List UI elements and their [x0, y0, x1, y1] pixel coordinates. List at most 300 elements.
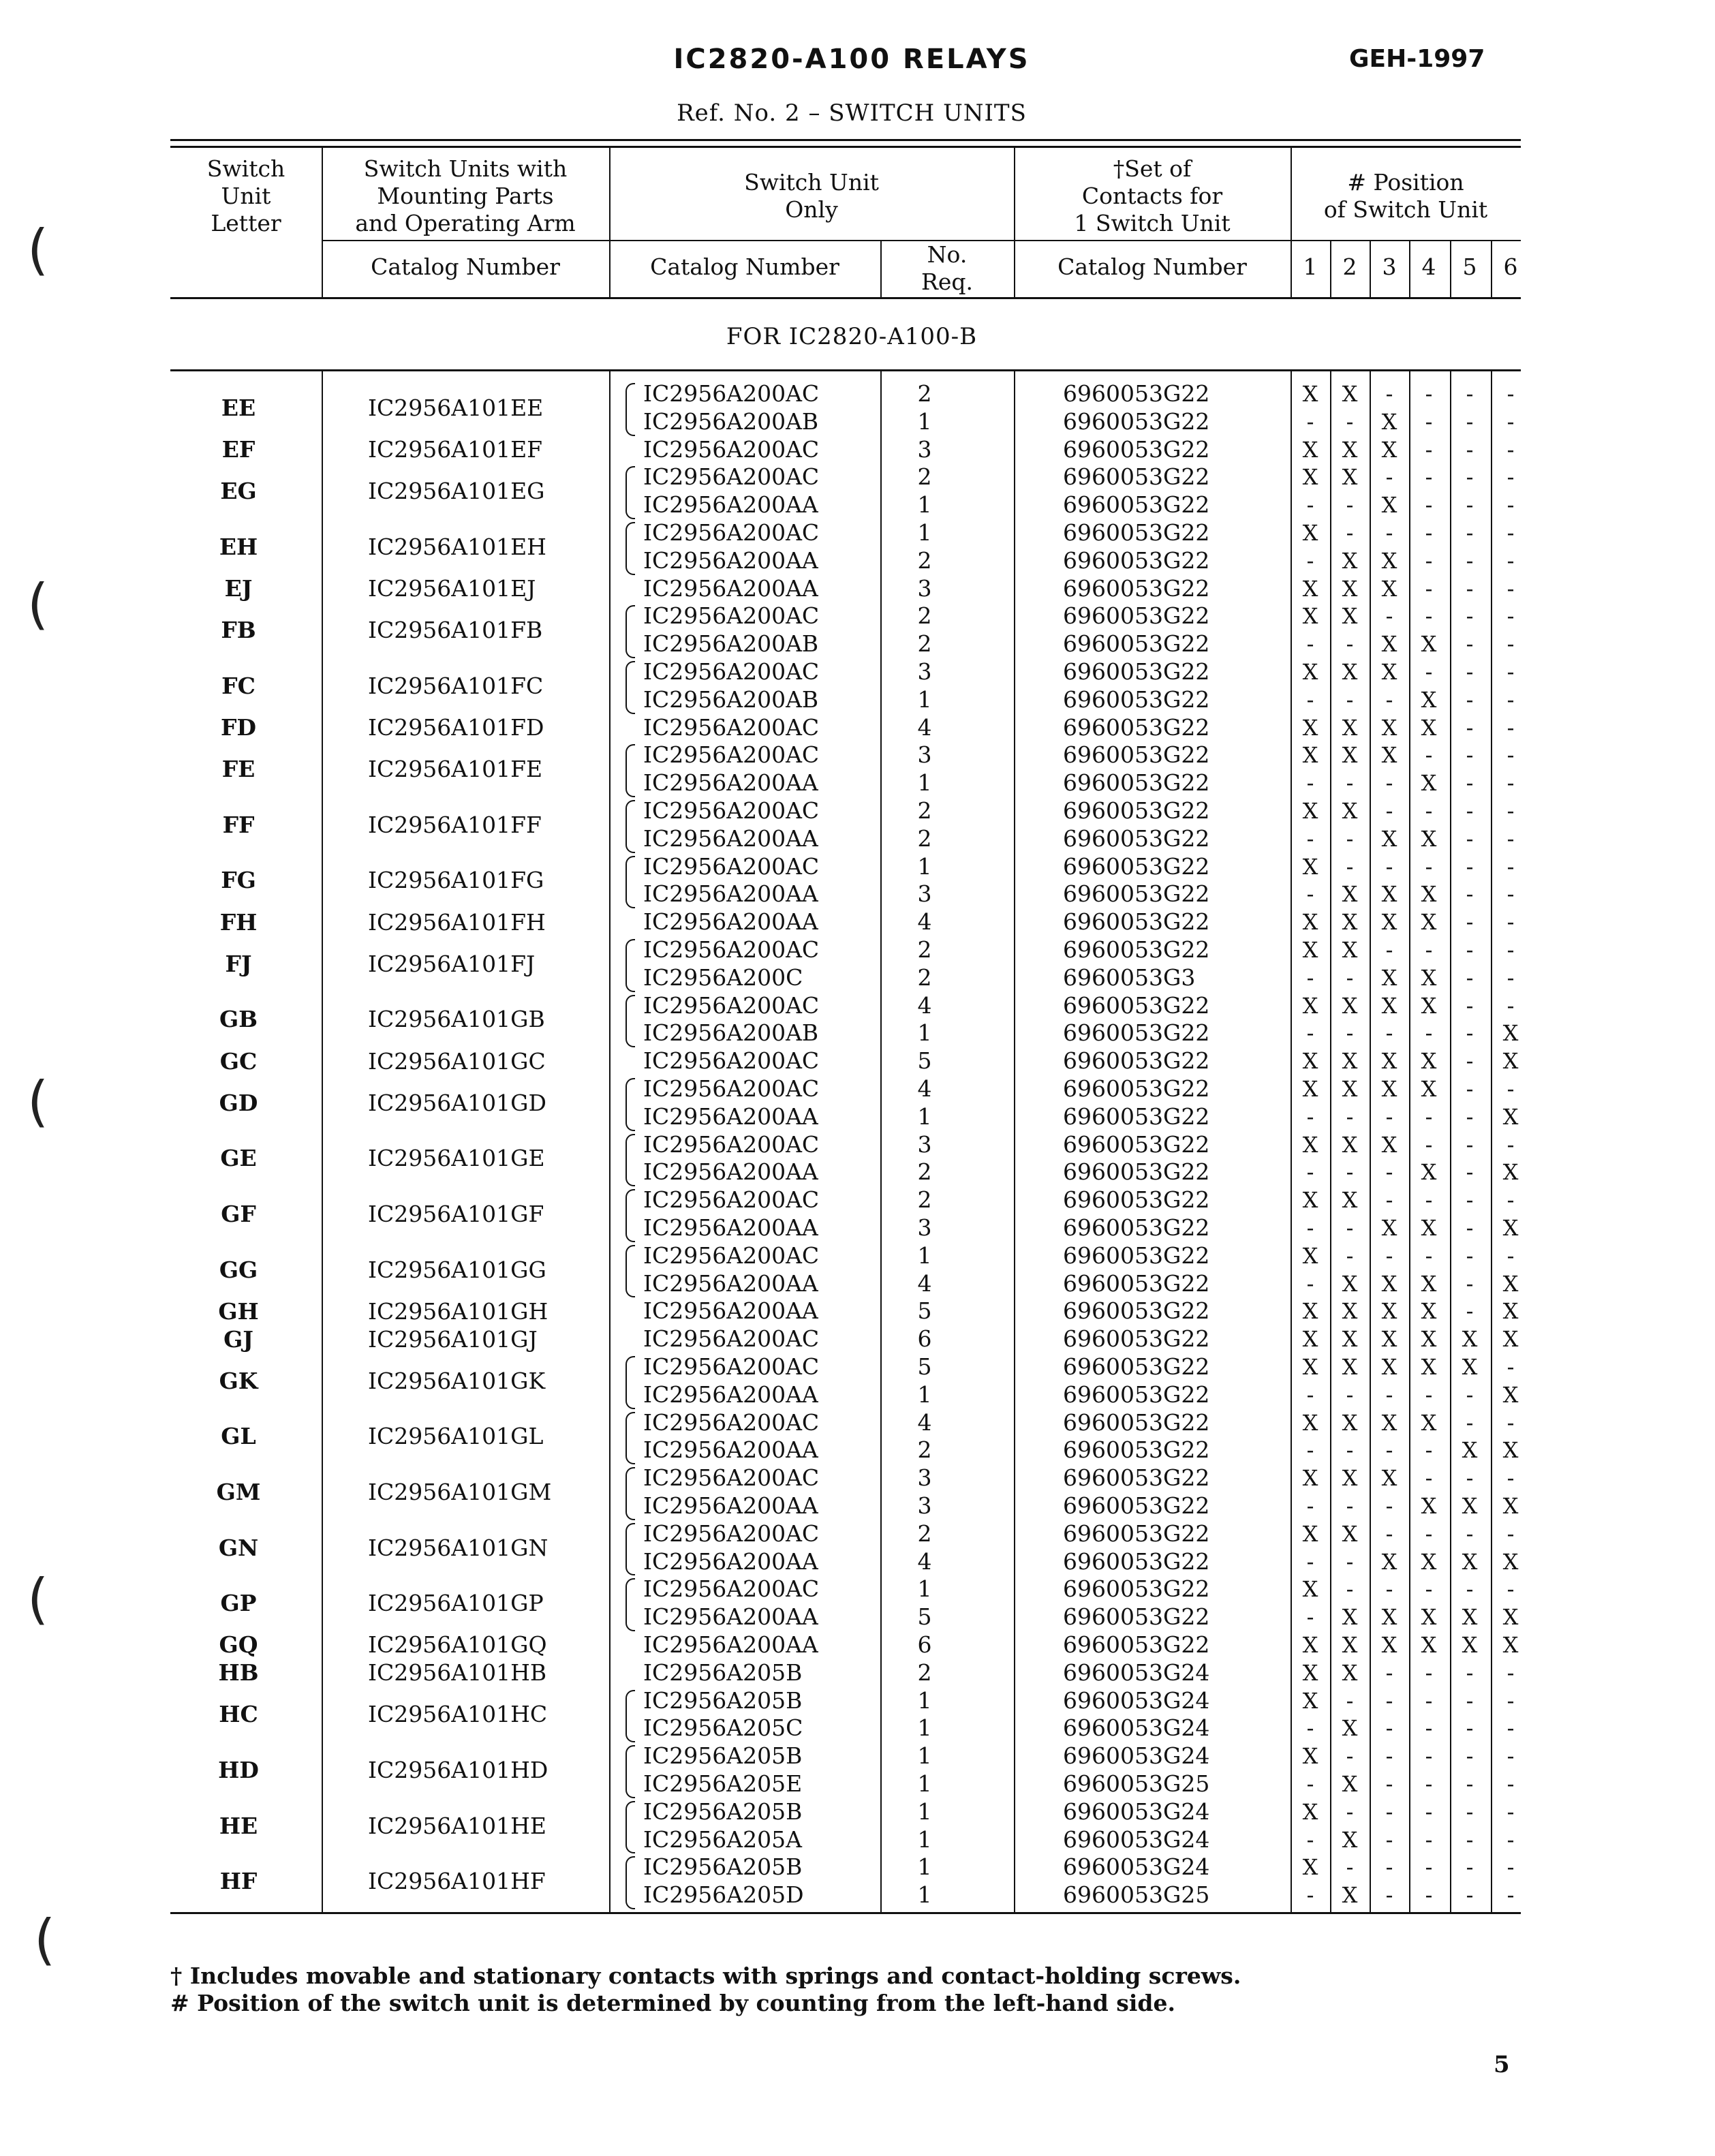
switch-catalog-number: IC2956A200AC: [643, 519, 820, 546]
position-mark: -: [1466, 520, 1474, 546]
switch-catalog-number: IC2956A200AC: [643, 936, 820, 963]
position-mark: X: [1381, 1604, 1397, 1631]
position-mark: -: [1306, 1493, 1314, 1519]
contacts-catalog-number: 6960053G22: [1063, 713, 1210, 741]
position-mark: X: [1342, 1326, 1358, 1353]
quantity-required: 2: [917, 1659, 932, 1686]
contacts-catalog-number: 6960053G24: [1063, 1826, 1210, 1853]
contacts-catalog-number: 6960053G22: [1063, 1492, 1210, 1519]
contacts-catalog-number: 6960053G22: [1063, 519, 1210, 546]
group-brace: [625, 383, 635, 436]
position-mark: X: [1502, 1493, 1519, 1519]
position-mark: -: [1425, 381, 1433, 407]
position-mark: -: [1425, 1187, 1433, 1214]
quantity-required: 5: [917, 1603, 932, 1631]
position-mark: X: [1421, 714, 1437, 741]
contacts-catalog-number: 6960053G22: [1063, 741, 1210, 769]
unit-catalog-number: IC2956A101GM: [368, 1479, 552, 1505]
switch-catalog-number: IC2956A200AC: [643, 1242, 820, 1269]
position-mark: X: [1421, 686, 1437, 713]
position-mark: X: [1502, 1604, 1519, 1631]
position-mark: X: [1302, 798, 1318, 824]
switch-unit-letter: EJ: [224, 575, 253, 602]
position-mark: -: [1425, 1854, 1433, 1881]
position-mark: -: [1466, 1854, 1474, 1881]
position-mark: X: [1421, 770, 1437, 797]
unit-catalog-number: IC2956A101HB: [368, 1659, 547, 1687]
group-brace: [625, 1245, 635, 1298]
position-mark: -: [1306, 825, 1314, 852]
col-header-position: # Position of Switch Unit: [1323, 169, 1488, 223]
group-brace: [625, 661, 635, 714]
position-mark: -: [1425, 464, 1433, 491]
position-mark: -: [1466, 714, 1474, 741]
position-mark: X: [1502, 1548, 1519, 1575]
position-mark: X: [1462, 1437, 1478, 1464]
footnote-contacts: † Includes movable and stationary contacts with springs and contact-holding screws.: [170, 1962, 1241, 1989]
group-brace: [625, 1801, 635, 1854]
switch-unit-letter: HD: [218, 1757, 259, 1783]
contacts-catalog-number: 6960053G22: [1063, 908, 1210, 936]
position-mark: X: [1302, 1659, 1318, 1686]
switch-catalog-number: IC2956A200AA: [643, 1492, 818, 1519]
table-top-rule: [170, 139, 1521, 141]
unit-catalog-number: IC2956A101GG: [368, 1256, 546, 1283]
position-mark: X: [1381, 436, 1397, 463]
position-mark: -: [1425, 1437, 1433, 1464]
switch-catalog-number: IC2956A200AA: [643, 1631, 818, 1658]
unit-catalog-number: IC2956A101GJ: [368, 1325, 538, 1353]
quantity-required: 1: [917, 1575, 932, 1603]
position-mark: -: [1385, 1381, 1393, 1408]
position-mark: -: [1466, 1076, 1474, 1102]
position-mark: -: [1425, 408, 1433, 435]
unit-catalog-number: IC2956A101EG: [368, 478, 545, 505]
position-mark: -: [1507, 853, 1515, 880]
position-mark: -: [1306, 881, 1314, 908]
binder-hole-mark: (: [27, 572, 49, 636]
switch-unit-letter: FE: [221, 756, 256, 783]
position-mark: -: [1507, 520, 1515, 546]
position-mark: X: [1342, 659, 1358, 685]
position-mark: X: [1421, 1048, 1437, 1075]
table-bottom-rule: [170, 1912, 1521, 1914]
position-mark: -: [1466, 575, 1474, 602]
position-mark: -: [1466, 1159, 1474, 1186]
group-brace: [625, 744, 635, 797]
position-mark: -: [1466, 686, 1474, 713]
position-mark: X: [1302, 381, 1318, 407]
quantity-required: 3: [917, 880, 932, 908]
unit-catalog-number: IC2956A101HC: [368, 1701, 548, 1728]
unit-catalog-number: IC2956A101GC: [368, 1047, 546, 1075]
position-mark: -: [1306, 1715, 1314, 1742]
quantity-required: 5: [917, 1047, 932, 1075]
switch-catalog-number: IC2956A200AC: [643, 1325, 820, 1353]
position-mark: -: [1507, 1465, 1515, 1492]
switch-catalog-number: IC2956A205E: [643, 1770, 803, 1797]
position-mark: X: [1342, 937, 1358, 963]
contacts-catalog-number: 6960053G22: [1063, 1075, 1210, 1102]
switch-catalog-number: IC2956A200AC: [643, 435, 820, 463]
position-mark: -: [1346, 1103, 1354, 1130]
position-mark: -: [1385, 1659, 1393, 1686]
switch-unit-letter: FF: [222, 811, 255, 838]
switch-catalog-number: IC2956A200AC: [643, 463, 820, 491]
unit-catalog-number: IC2956A101GH: [368, 1297, 549, 1325]
position-mark: -: [1507, 881, 1515, 908]
position-mark: -: [1466, 381, 1474, 407]
position-mark: -: [1507, 1520, 1515, 1547]
unit-catalog-number: IC2956A101EE: [368, 394, 544, 421]
position-mark: -: [1425, 1882, 1433, 1909]
position-mark: -: [1425, 436, 1433, 463]
contacts-catalog-number: 6960053G22: [1063, 1269, 1210, 1297]
contacts-catalog-number: 6960053G24: [1063, 1687, 1210, 1714]
contacts-catalog-number: 6960053G24: [1063, 1742, 1210, 1770]
contacts-catalog-number: 6960053G24: [1063, 1853, 1210, 1881]
position-mark: X: [1502, 1048, 1519, 1075]
position-mark: -: [1507, 575, 1515, 602]
quantity-required: 3: [917, 658, 932, 685]
position-mark: -: [1507, 686, 1515, 713]
position-mark: -: [1507, 659, 1515, 685]
position-mark: X: [1302, 1743, 1318, 1770]
position-mark: -: [1466, 1048, 1474, 1075]
position-mark: X: [1421, 964, 1437, 991]
position-mark: -: [1425, 1771, 1433, 1797]
position-mark: -: [1385, 1520, 1393, 1547]
position-header: 2: [1342, 253, 1357, 280]
switch-catalog-number: IC2956A200AA: [643, 1158, 818, 1186]
switch-unit-letter: FC: [221, 672, 256, 699]
quantity-required: 3: [917, 574, 932, 602]
position-mark: -: [1466, 1798, 1474, 1825]
position-mark: -: [1507, 1854, 1515, 1881]
position-mark: -: [1306, 1437, 1314, 1464]
position-mark: -: [1466, 659, 1474, 685]
contacts-catalog-number: 6960053G22: [1063, 574, 1210, 602]
position-mark: -: [1346, 1743, 1354, 1770]
section-bottom-rule: [170, 369, 1521, 371]
switch-catalog-number: IC2956A200AC: [643, 1520, 820, 1547]
position-mark: -: [1507, 464, 1515, 491]
position-mark: X: [1381, 1632, 1397, 1658]
position-mark: -: [1306, 1215, 1314, 1241]
contacts-catalog-number: 6960053G22: [1063, 1464, 1210, 1492]
position-mark: X: [1421, 992, 1437, 1019]
position-mark: X: [1342, 742, 1358, 769]
group-brace: [625, 1690, 635, 1743]
position-mark: X: [1381, 825, 1397, 852]
switch-catalog-number: IC2956A200AB: [643, 630, 819, 658]
switch-unit-letter: FB: [221, 617, 256, 644]
position-mark: -: [1507, 492, 1515, 519]
contacts-catalog-number: 6960053G22: [1063, 1408, 1210, 1436]
quantity-required: 2: [917, 463, 932, 491]
switch-catalog-number: IC2956A200AA: [643, 1436, 818, 1464]
contacts-catalog-number: 6960053G22: [1063, 1381, 1210, 1408]
position-mark: X: [1302, 1798, 1318, 1825]
position-mark: -: [1466, 770, 1474, 797]
group-brace: [625, 1467, 635, 1520]
position-mark: -: [1306, 1882, 1314, 1909]
binder-hole-mark: (: [27, 1567, 49, 1631]
switch-catalog-number: IC2956A200AA: [643, 1103, 818, 1130]
group-brace: [625, 939, 635, 992]
position-mark: -: [1425, 1687, 1433, 1714]
group-brace: [625, 1189, 635, 1242]
col-header-contacts: †Set of Contacts for 1 Switch Unit: [1074, 155, 1231, 236]
position-mark: X: [1342, 1048, 1358, 1075]
unit-catalog-number: IC2956A101FB: [368, 617, 543, 644]
position-mark: X: [1421, 1604, 1437, 1631]
contacts-catalog-number: 6960053G22: [1063, 1353, 1210, 1380]
switch-unit-letter: HF: [219, 1868, 258, 1895]
position-mark: X: [1302, 1465, 1318, 1492]
col-header-switch-only: Switch Unit Only: [744, 169, 879, 223]
position-mark: X: [1502, 1103, 1519, 1130]
quantity-required: 1: [917, 1103, 932, 1130]
position-mark: X: [1381, 1076, 1397, 1102]
position-mark: -: [1385, 1743, 1393, 1770]
position-mark: -: [1466, 1409, 1474, 1436]
position-mark: X: [1421, 1159, 1437, 1186]
position-mark: -: [1346, 1687, 1354, 1714]
quantity-required: 6: [917, 1631, 932, 1658]
position-mark: -: [1507, 1354, 1515, 1380]
switch-catalog-number: IC2956A200AC: [643, 1075, 820, 1102]
position-mark: -: [1425, 575, 1433, 602]
position-mark: X: [1302, 992, 1318, 1019]
contacts-catalog-number: 6960053G22: [1063, 1520, 1210, 1547]
switch-catalog-number: IC2956A200AA: [643, 491, 818, 519]
position-mark: -: [1306, 1270, 1314, 1297]
position-mark: -: [1466, 1465, 1474, 1492]
switch-unit-letter: HC: [219, 1701, 258, 1728]
position-mark: -: [1385, 1854, 1393, 1881]
position-mark: -: [1425, 492, 1433, 519]
position-mark: X: [1502, 1215, 1519, 1241]
quantity-required: 6: [917, 1325, 932, 1353]
switch-unit-letter: GE: [220, 1145, 257, 1172]
position-mark: -: [1466, 1715, 1474, 1742]
subheader-rule: [322, 240, 1291, 241]
switch-unit-letter: FG: [221, 867, 256, 894]
quantity-required: 2: [917, 546, 932, 574]
position-mark: X: [1502, 1159, 1519, 1186]
position-mark: X: [1342, 1298, 1358, 1325]
position-mark: -: [1425, 1381, 1433, 1408]
position-mark: -: [1466, 881, 1474, 908]
switch-unit-letter: GP: [220, 1590, 257, 1617]
position-mark: -: [1346, 853, 1354, 880]
position-mark: -: [1507, 1242, 1515, 1269]
position-mark: -: [1306, 1771, 1314, 1797]
quantity-required: 2: [917, 1436, 932, 1464]
position-mark: X: [1342, 1659, 1358, 1686]
position-mark: X: [1302, 1298, 1318, 1325]
position-mark: X: [1302, 1687, 1318, 1714]
position-mark: -: [1466, 436, 1474, 463]
position-mark: X: [1421, 881, 1437, 908]
position-mark: X: [1381, 964, 1397, 991]
group-brace: [625, 1134, 635, 1187]
quantity-required: 2: [917, 380, 932, 407]
position-mark: -: [1425, 742, 1433, 769]
position-mark: -: [1346, 1381, 1354, 1408]
position-mark: X: [1302, 603, 1318, 630]
switch-unit-letter: FH: [219, 908, 258, 936]
group-brace: [625, 1078, 635, 1131]
contacts-catalog-number: 6960053G22: [1063, 1547, 1210, 1575]
unit-catalog-number: IC2956A101GQ: [368, 1631, 547, 1659]
switch-catalog-number: IC2956A200AB: [643, 1019, 819, 1047]
position-mark: X: [1302, 520, 1318, 546]
position-mark: X: [1381, 1326, 1397, 1353]
position-mark: -: [1346, 631, 1354, 658]
quantity-required: 1: [917, 1381, 932, 1408]
position-mark: -: [1466, 992, 1474, 1019]
header-bottom-rule: [170, 297, 1521, 299]
position-mark: -: [1306, 547, 1314, 574]
position-mark: X: [1421, 1298, 1437, 1325]
position-mark: -: [1346, 1798, 1354, 1825]
column-rule: [322, 371, 323, 1913]
col-header-no-req: No. Req.: [921, 241, 973, 295]
position-mark: -: [1507, 964, 1515, 991]
position-mark: -: [1425, 1826, 1433, 1853]
position-mark: X: [1342, 575, 1358, 602]
position-mark: -: [1385, 1103, 1393, 1130]
contacts-catalog-number: 6960053G25: [1063, 1770, 1210, 1797]
unit-catalog-number: IC2956A101HD: [368, 1757, 549, 1783]
switch-catalog-number: IC2956A205B: [643, 1798, 803, 1825]
position-mark: -: [1466, 937, 1474, 963]
unit-catalog-number: IC2956A101EJ: [368, 575, 536, 602]
position-header: 4: [1421, 253, 1436, 280]
position-mark: -: [1306, 1381, 1314, 1408]
position-mark: X: [1342, 381, 1358, 407]
position-mark: -: [1385, 937, 1393, 963]
contacts-catalog-number: 6960053G22: [1063, 380, 1210, 407]
position-mark: -: [1425, 547, 1433, 574]
position-mark: -: [1425, 937, 1433, 963]
position-mark: -: [1507, 603, 1515, 630]
unit-catalog-number: IC2956A101FJ: [368, 950, 536, 977]
position-mark: -: [1385, 1437, 1393, 1464]
contacts-catalog-number: 6960053G22: [1063, 936, 1210, 963]
position-mark: X: [1421, 1632, 1437, 1658]
position-mark: X: [1421, 1409, 1437, 1436]
position-mark: -: [1466, 492, 1474, 519]
unit-catalog-number: IC2956A101GB: [368, 1006, 545, 1033]
position-mark: -: [1507, 436, 1515, 463]
unit-catalog-number: IC2956A101HF: [368, 1868, 546, 1895]
position-mark: X: [1502, 1298, 1519, 1325]
position-mark: -: [1466, 742, 1474, 769]
contacts-catalog-number: 6960053G22: [1063, 1631, 1210, 1658]
quantity-required: 2: [917, 1186, 932, 1214]
position-mark: -: [1306, 1159, 1314, 1186]
unit-catalog-number: IC2956A101GL: [368, 1423, 544, 1450]
position-mark: -: [1507, 1131, 1515, 1158]
position-mark: -: [1466, 1659, 1474, 1686]
quantity-required: 4: [917, 991, 932, 1019]
position-mark: -: [1507, 742, 1515, 769]
position-mark: -: [1466, 1743, 1474, 1770]
binder-hole-mark: (: [27, 218, 49, 281]
contacts-catalog-number: 6960053G22: [1063, 491, 1210, 519]
unit-catalog-number: IC2956A101FH: [368, 908, 546, 936]
position-mark: -: [1507, 1576, 1515, 1603]
position-mark: X: [1462, 1632, 1478, 1658]
position-mark: -: [1385, 770, 1393, 797]
position-mark: X: [1381, 1409, 1397, 1436]
position-mark: X: [1302, 1326, 1318, 1353]
position-mark: X: [1302, 1048, 1318, 1075]
page-title: IC2820-A100 RELAYS: [673, 44, 1030, 75]
position-mark: X: [1342, 1826, 1358, 1853]
switch-unit-letter: GN: [218, 1534, 259, 1561]
quantity-required: 1: [917, 1881, 932, 1909]
position-mark: -: [1466, 1576, 1474, 1603]
position-mark: X: [1342, 1465, 1358, 1492]
quantity-required: 1: [917, 1242, 932, 1269]
position-mark: -: [1346, 1020, 1354, 1047]
position-mark: -: [1507, 714, 1515, 741]
position-mark: X: [1381, 408, 1397, 435]
position-mark: -: [1306, 1826, 1314, 1853]
contacts-catalog-number: 6960053G22: [1063, 1158, 1210, 1186]
switch-catalog-number: IC2956A200AC: [643, 741, 820, 769]
switch-catalog-number: IC2956A205C: [643, 1714, 803, 1742]
position-mark: -: [1346, 520, 1354, 546]
table-top-rule: [170, 146, 1521, 148]
position-mark: X: [1302, 937, 1318, 963]
quantity-required: 3: [917, 741, 932, 769]
binder-hole-mark: (: [27, 1070, 49, 1133]
switch-catalog-number: IC2956A200AA: [643, 1214, 818, 1241]
switch-catalog-number: IC2956A200AA: [643, 880, 818, 908]
unit-catalog-number: IC2956A101EH: [368, 533, 546, 560]
position-mark: X: [1342, 603, 1358, 630]
unit-catalog-number: IC2956A101FE: [368, 756, 543, 783]
unit-catalog-number: IC2956A101FC: [368, 672, 544, 699]
contacts-catalog-number: 6960053G22: [1063, 602, 1210, 630]
quantity-required: 1: [917, 1770, 932, 1797]
position-mark: -: [1385, 1242, 1393, 1269]
position-mark: -: [1507, 381, 1515, 407]
position-mark: X: [1381, 714, 1397, 741]
contacts-catalog-number: 6960053G22: [1063, 991, 1210, 1019]
position-mark: X: [1342, 798, 1358, 824]
switch-catalog-number: IC2956A200AC: [643, 991, 820, 1019]
position-mark: X: [1381, 492, 1397, 519]
switch-catalog-number: IC2956A200AC: [643, 1186, 820, 1214]
position-mark: -: [1306, 631, 1314, 658]
switch-unit-letter: GL: [221, 1423, 256, 1450]
position-mark: X: [1462, 1354, 1478, 1380]
position-mark: -: [1425, 798, 1433, 824]
position-mark: X: [1381, 547, 1397, 574]
position-mark: -: [1507, 1798, 1515, 1825]
quantity-required: 4: [917, 1269, 932, 1297]
position-mark: X: [1381, 1465, 1397, 1492]
position-mark: -: [1466, 1298, 1474, 1325]
switch-catalog-number: IC2956A200AA: [643, 769, 818, 797]
position-mark: -: [1507, 547, 1515, 574]
